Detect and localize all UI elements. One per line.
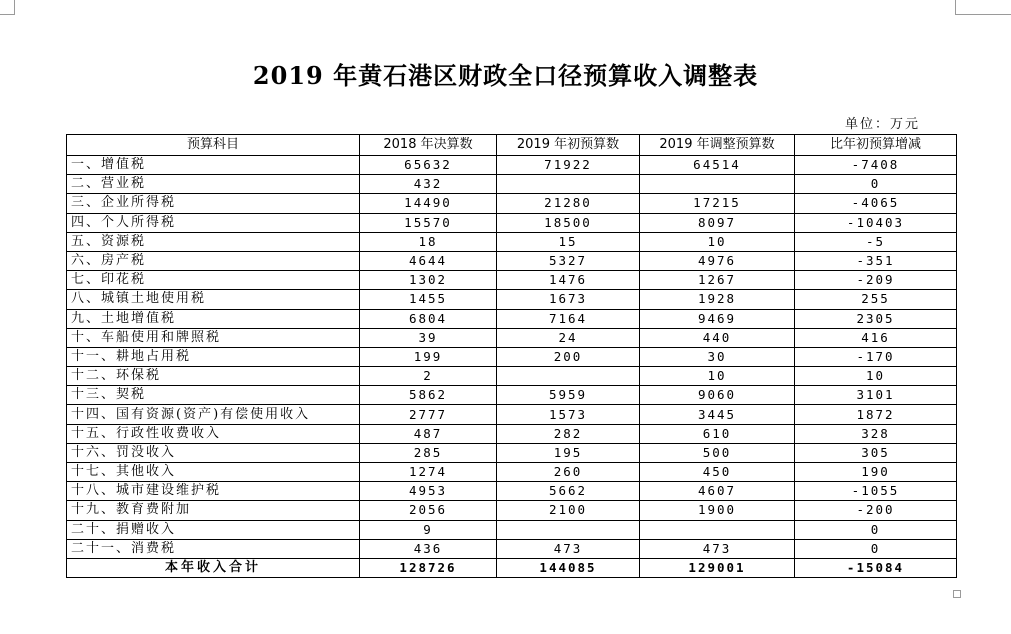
row-label: 十九、教育费附加 [67, 501, 360, 520]
cell-value: 450 [640, 463, 795, 482]
row-label: 十七、其他收入 [67, 463, 360, 482]
cell-value: 5327 [497, 251, 640, 270]
unit-label: 单位：万元 [844, 117, 920, 132]
cell-value: 282 [497, 424, 640, 443]
cell-value: 1673 [497, 290, 640, 309]
column-header: 预算科目 [67, 135, 360, 156]
column-header: 2019 年调整预算数 [640, 135, 795, 156]
cell-value: 1872 [795, 405, 957, 424]
cell-value: 17215 [640, 194, 795, 213]
table-body [67, 156, 957, 578]
cell-value: 200 [497, 347, 640, 366]
cell-value: 195 [497, 443, 640, 462]
cell-value: -1055 [795, 482, 957, 501]
cell-value: 0 [795, 175, 957, 194]
total-value: 128726 [360, 558, 497, 577]
cell-value: 10 [640, 232, 795, 251]
cell-value: 1455 [360, 290, 497, 309]
table-row [67, 232, 957, 251]
cell-value: 9 [360, 520, 497, 539]
row-label: 二十、捐赠收入 [67, 520, 360, 539]
table-row [67, 213, 957, 232]
cell-value: 15570 [360, 213, 497, 232]
cell-value: -209 [795, 271, 957, 290]
row-label: 一、增值税 [67, 156, 360, 175]
cell-value: 24 [497, 328, 640, 347]
cell-value: 436 [360, 539, 497, 558]
row-label: 十二、环保税 [67, 367, 360, 386]
cell-value: 285 [360, 443, 497, 462]
cell-value: -200 [795, 501, 957, 520]
cell-value [497, 520, 640, 539]
cell-value: 15 [497, 232, 640, 251]
cell-value: 7164 [497, 309, 640, 328]
cell-value: 5862 [360, 386, 497, 405]
cell-value: 416 [795, 328, 957, 347]
cell-value: 10 [795, 367, 957, 386]
cell-value: 3101 [795, 386, 957, 405]
cell-value: -170 [795, 347, 957, 366]
cell-value [497, 367, 640, 386]
page-corner-mark [0, 0, 15, 15]
column-header: 比年初预算增减 [795, 135, 957, 156]
total-value: 129001 [640, 558, 795, 577]
table-row [67, 251, 957, 270]
cell-value: 5662 [497, 482, 640, 501]
cell-value: -4065 [795, 194, 957, 213]
cell-value: 2056 [360, 501, 497, 520]
table-header-row [67, 135, 957, 156]
table-row [67, 463, 957, 482]
cell-value: 432 [360, 175, 497, 194]
row-label: 十三、契税 [67, 386, 360, 405]
cell-value: 473 [640, 539, 795, 558]
cell-value: 6804 [360, 309, 497, 328]
cell-value [640, 520, 795, 539]
budget-table [66, 134, 957, 578]
table-row [67, 482, 957, 501]
row-label: 十四、国有资源(资产)有偿使用收入 [67, 405, 360, 424]
row-label: 十六、罚没收入 [67, 443, 360, 462]
column-header: 2019 年初预算数 [497, 135, 640, 156]
row-label: 五、资源税 [67, 232, 360, 251]
cell-value: 30 [640, 347, 795, 366]
cell-value: 1274 [360, 463, 497, 482]
table-resize-handle[interactable] [953, 590, 961, 598]
table-row [67, 443, 957, 462]
row-label: 二十一、消费税 [67, 539, 360, 558]
table-row [67, 290, 957, 309]
cell-value: 1928 [640, 290, 795, 309]
total-value: 144085 [497, 558, 640, 577]
row-label: 七、印花税 [67, 271, 360, 290]
row-label: 六、房产税 [67, 251, 360, 270]
cell-value: 473 [497, 539, 640, 558]
cell-value: 65632 [360, 156, 497, 175]
cell-value: 1267 [640, 271, 795, 290]
cell-value: 1573 [497, 405, 640, 424]
cell-value [640, 175, 795, 194]
cell-value: 4644 [360, 251, 497, 270]
cell-value: 4607 [640, 482, 795, 501]
table-row [67, 156, 957, 175]
cell-value: 9060 [640, 386, 795, 405]
table-total-row [67, 558, 957, 577]
row-label: 四、个人所得税 [67, 213, 360, 232]
row-label: 十、车船使用和牌照税 [67, 328, 360, 347]
cell-value: 610 [640, 424, 795, 443]
cell-value: 2100 [497, 501, 640, 520]
cell-value: 199 [360, 347, 497, 366]
cell-value: 18 [360, 232, 497, 251]
cell-value: 0 [795, 520, 957, 539]
cell-value: 64514 [640, 156, 795, 175]
cell-value: -351 [795, 251, 957, 270]
cell-value: 487 [360, 424, 497, 443]
table-row [67, 271, 957, 290]
cell-value: 1302 [360, 271, 497, 290]
row-label: 九、土地增值税 [67, 309, 360, 328]
table-row [67, 328, 957, 347]
page-title: 2019 年黄石港区财政全口径预算收入调整表 [252, 61, 759, 90]
cell-value: 500 [640, 443, 795, 462]
page-corner-mark [955, 0, 1011, 15]
cell-value: 305 [795, 443, 957, 462]
cell-value: 10 [640, 367, 795, 386]
row-label: 十五、行政性收费收入 [67, 424, 360, 443]
cell-value: 5959 [497, 386, 640, 405]
cell-value: 4953 [360, 482, 497, 501]
column-header: 2018 年决算数 [360, 135, 497, 156]
cell-value: 9469 [640, 309, 795, 328]
cell-value: 255 [795, 290, 957, 309]
table-row [67, 367, 957, 386]
table-row [67, 175, 957, 194]
row-label: 八、城镇土地使用税 [67, 290, 360, 309]
cell-value: 4976 [640, 251, 795, 270]
cell-value: -10403 [795, 213, 957, 232]
cell-value: 3445 [640, 405, 795, 424]
cell-value: 1476 [497, 271, 640, 290]
table-row [67, 309, 957, 328]
row-label: 二、营业税 [67, 175, 360, 194]
table-row [67, 386, 957, 405]
cell-value: 8097 [640, 213, 795, 232]
total-value: -15084 [795, 558, 957, 577]
table-row [67, 194, 957, 213]
cell-value: 2 [360, 367, 497, 386]
cell-value: 0 [795, 539, 957, 558]
cell-value: 2777 [360, 405, 497, 424]
table-row [67, 347, 957, 366]
table-row [67, 405, 957, 424]
cell-value: 328 [795, 424, 957, 443]
cell-value: 2305 [795, 309, 957, 328]
cell-value: -7408 [795, 156, 957, 175]
total-label: 本年收入合计 [67, 558, 360, 577]
cell-value: 1900 [640, 501, 795, 520]
table-row [67, 424, 957, 443]
row-label: 十一、耕地占用税 [67, 347, 360, 366]
cell-value: 260 [497, 463, 640, 482]
cell-value: -5 [795, 232, 957, 251]
cell-value: 14490 [360, 194, 497, 213]
cell-value: 39 [360, 328, 497, 347]
row-label: 三、企业所得税 [67, 194, 360, 213]
row-label: 十八、城市建设维护税 [67, 482, 360, 501]
cell-value: 71922 [497, 156, 640, 175]
table-row [67, 520, 957, 539]
cell-value: 190 [795, 463, 957, 482]
cell-value: 21280 [497, 194, 640, 213]
cell-value: 440 [640, 328, 795, 347]
table-row [67, 501, 957, 520]
cell-value: 18500 [497, 213, 640, 232]
table-row [67, 539, 957, 558]
cell-value [497, 175, 640, 194]
